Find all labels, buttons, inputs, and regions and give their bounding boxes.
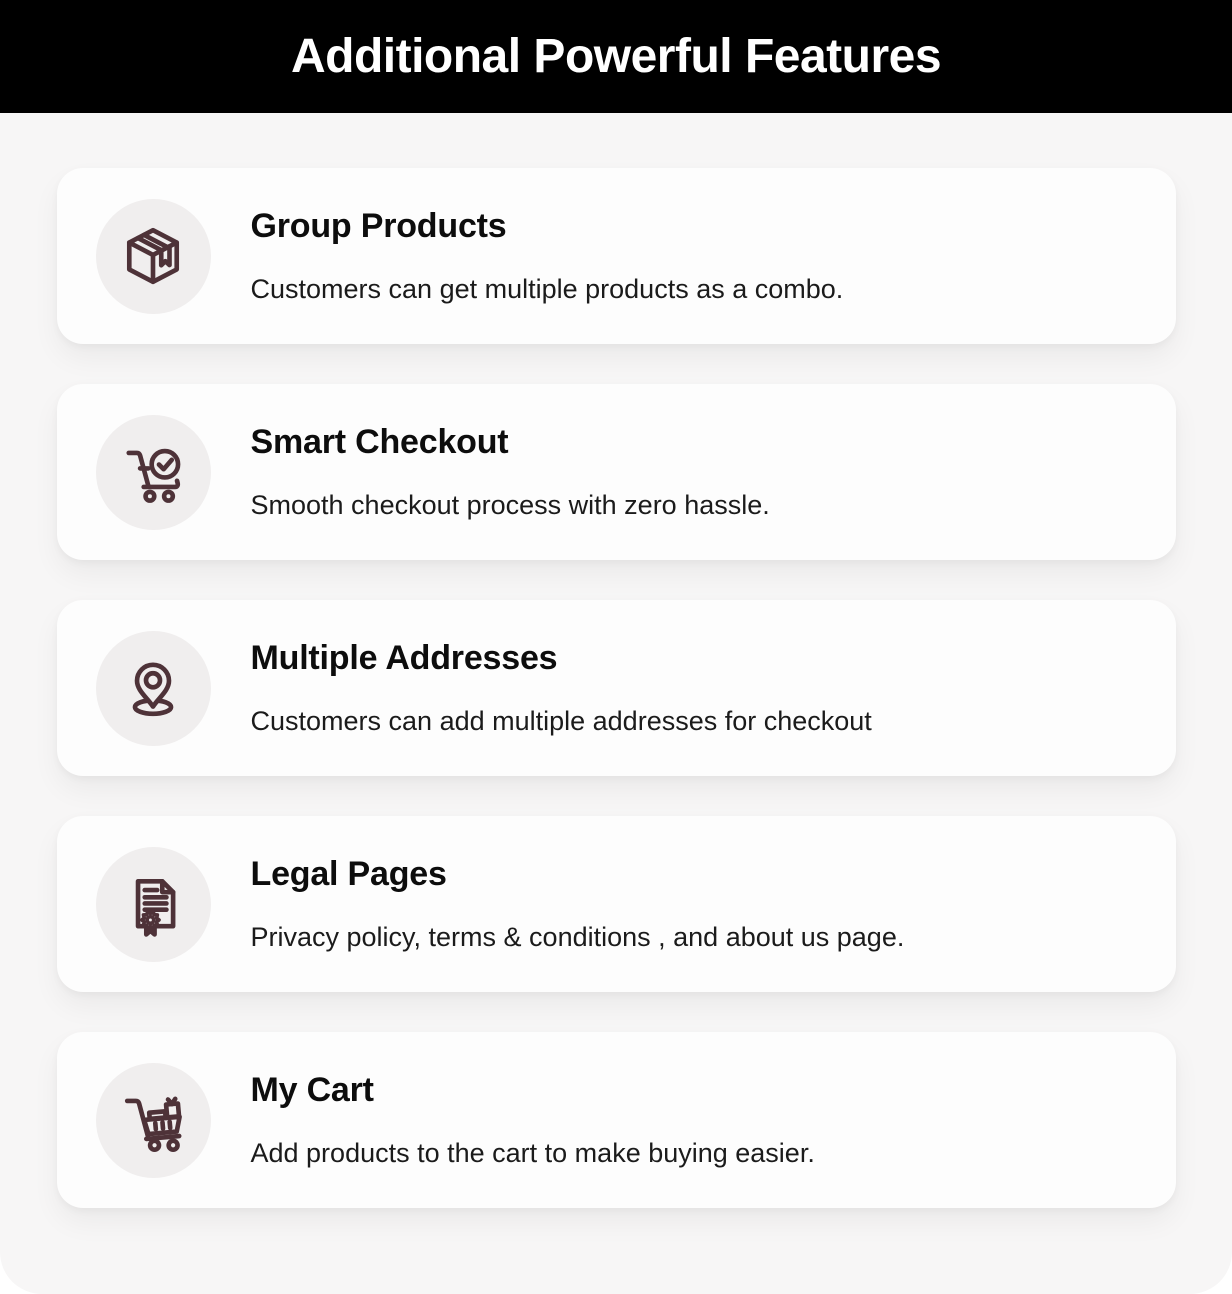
feature-card-group-products xyxy=(57,168,1176,344)
gift-cart-icon xyxy=(120,1087,186,1153)
cart-check-icon xyxy=(120,439,186,505)
feature-description: Customers can get multiple products as a combo. xyxy=(250,274,844,304)
feature-title: Multiple Addresses xyxy=(250,639,558,677)
icon-circle xyxy=(96,847,211,962)
feature-description: Privacy policy, terms & conditions , and about us page. xyxy=(250,922,905,952)
feature-list xyxy=(0,113,1232,1294)
feature-text xyxy=(251,638,872,738)
package-icon xyxy=(120,223,186,289)
certificate-icon xyxy=(120,871,186,937)
feature-description: Smooth checkout process with zero hassle. xyxy=(250,490,770,520)
feature-card-my-cart xyxy=(57,1032,1176,1208)
feature-title: Group Products xyxy=(250,207,507,245)
feature-card-smart-checkout xyxy=(57,384,1176,560)
icon-circle xyxy=(96,631,211,746)
feature-title: Legal Pages xyxy=(250,855,447,893)
header-bar xyxy=(0,0,1232,113)
feature-text xyxy=(251,422,770,522)
feature-text xyxy=(251,1070,815,1170)
icon-circle xyxy=(96,199,211,314)
feature-description: Customers can add multiple addresses for checkout xyxy=(250,706,872,736)
location-pin-icon xyxy=(120,655,186,721)
feature-text xyxy=(251,206,844,306)
feature-text xyxy=(251,854,905,954)
feature-title: My Cart xyxy=(250,1071,374,1109)
feature-card-legal-pages xyxy=(57,816,1176,992)
feature-card-multiple-addresses xyxy=(57,600,1176,776)
page-title: Additional Powerful Features xyxy=(290,30,942,83)
icon-circle xyxy=(96,415,211,530)
icon-circle xyxy=(96,1063,211,1178)
feature-description: Add products to the cart to make buying easier. xyxy=(250,1138,815,1168)
feature-title: Smart Checkout xyxy=(250,423,509,461)
